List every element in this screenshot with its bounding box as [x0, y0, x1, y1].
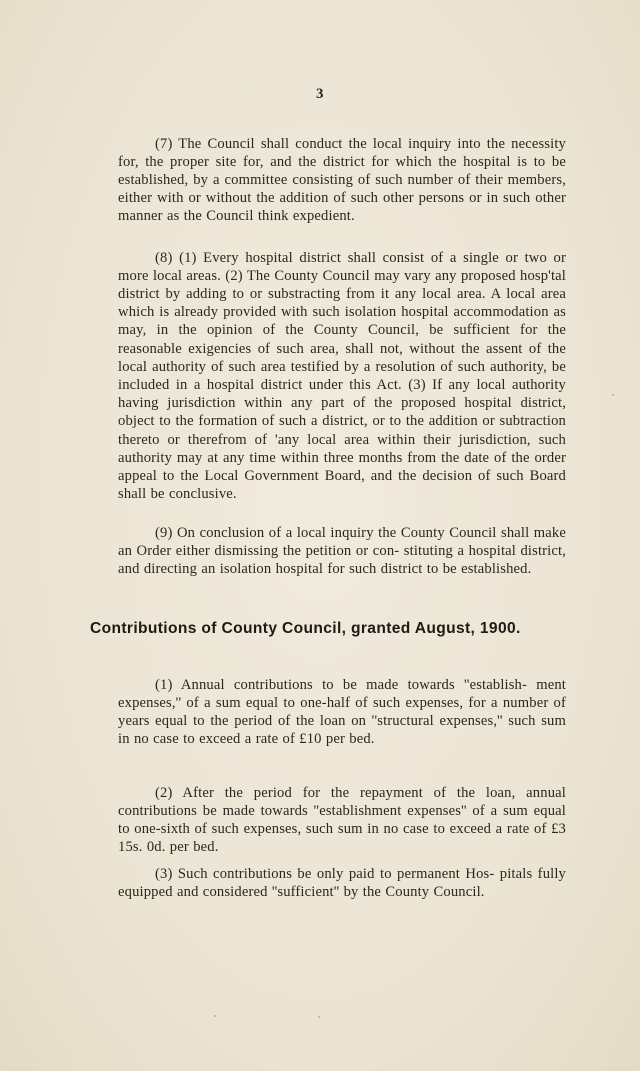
paragraph-7: (7) The Council shall conduct the local inquiry into the necessity for, the proper site for, and the district for which the hospital is to be established, by a committee consisting of such number of their members, either with or without the addition of such other persons or in such other manner as the Council think expedient.	[118, 135, 566, 225]
contribution-paragraph-1: (1) Annual contributions to be made towards ''establish- ment expenses,'' of a sum equal to one-half of such expenses, for a number of years equal to the period of the loan on ''structural expenses,'' such sum in no case to exceed a rate of £10 per bed.	[118, 676, 566, 748]
contribution-paragraph-3: (3) Such contributions be only paid to permanent Hos- pitals fully equipped and considered ''sufficient'' by the County Council.	[118, 865, 566, 900]
paper-speck	[318, 1016, 320, 1018]
section-heading-contributions: Contributions of County Council, granted August, 1900.	[90, 620, 521, 637]
paragraph-9: (9) On conclusion of a local inquiry the County Council shall make an Order either dismissing the petition or con- stituting a hospital district, and directing an isolation hospital for such district to be established.	[118, 524, 566, 577]
paper-speck	[612, 394, 614, 396]
paper-speck	[214, 1015, 216, 1017]
page-number: 3	[316, 86, 324, 102]
contribution-paragraph-2: (2) After the period for the repayment of the loan, annual contributions be made towards ''establishment expenses'' of a sum equal to one-sixth of such expenses, such sum in no case to exceed a rate of £3 15s. 0d. per bed.	[118, 784, 566, 856]
paragraph-8: (8) (1) Every hospital district shall consist of a single or two or more local areas. (2) The County Council may vary any proposed hosp'tal district by adding to or substracting from it any local area. A local area which is already provided with such isolation hospital accommodation as may, in the opinion of the County Council, be sufficient for the reasonable exigencies of such area, shall not, without the assent of the local authority of such area testified by a resolution of such authority, be included in a hospital district under this Act. (3) If any local authority having jurisdiction within any part of the proposed hospital district, object to the formation of such a district, or to the addition or subtraction thereto or therefrom of 'any local area within their jurisdiction, such authority may at any time within three months from the date of the order appeal to the Local Government Board, and the decision of such Board shall be conclusive.	[118, 249, 566, 503]
